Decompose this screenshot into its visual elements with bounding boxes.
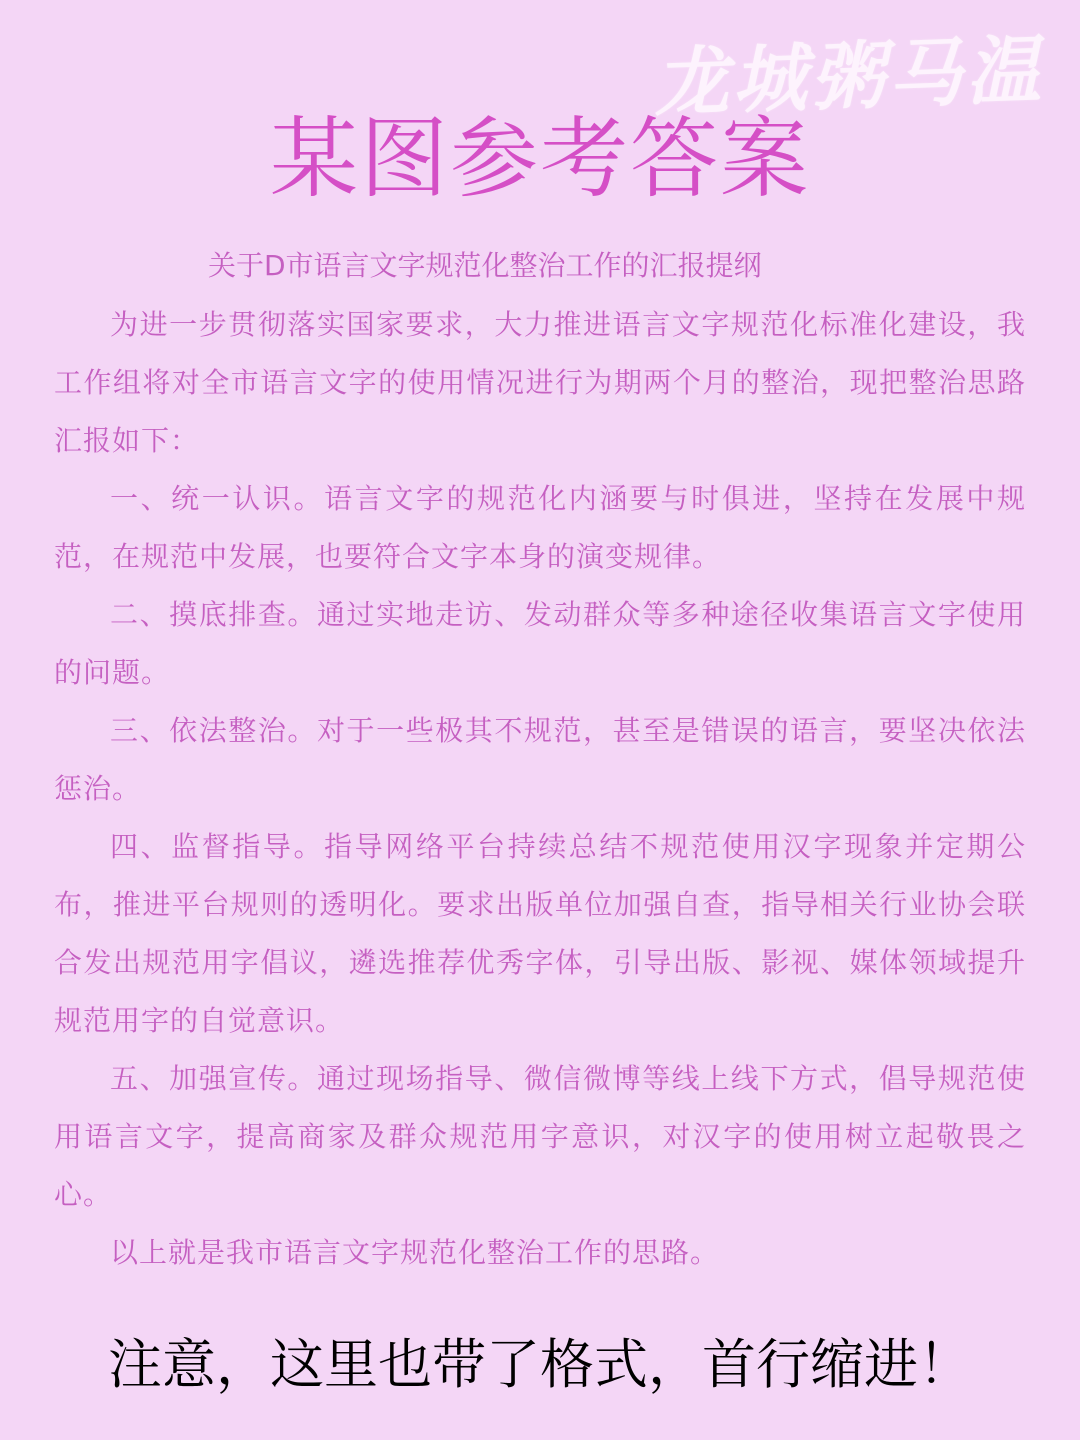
document-heading: 关于D市语言文字规范化整治工作的汇报提纲: [208, 249, 762, 282]
paragraph-conclusion: 以上就是我市语言文字规范化整治工作的思路。: [110, 1236, 720, 1269]
paragraph-intro: 为进一步贯彻落实国家要求，大力推进语言文字规范化标准化建设，我工作组将对全市语言文字的使用情况进行为期两个月的整治，现把整治思路汇报如下：: [54, 308, 1026, 457]
document-body: [54, 296, 1026, 1282]
paragraph-item-3: 三、依法整治。对于一些极其不规范，甚至是错误的语言，要坚决依法惩治。: [54, 714, 1026, 805]
paragraph-item-5: 五、加强宣传。通过现场指导、微信微博等线上线下方式，倡导规范使用语言文字，提高商家及群众规范用字意识，对汉字的使用树立起敬畏之心。: [54, 1062, 1026, 1211]
paragraph-item-1: 一、统一认识。语言文字的规范化内涵要与时俱进，坚持在发展中规范，在规范中发展，也要符合文字本身的演变规律。: [54, 482, 1026, 573]
page-title: 某图参考答案: [269, 107, 810, 210]
paragraph-item-4: 四、监督指导。指导网络平台持续总结不规范使用汉字现象并定期公布，推进平台规则的透明化。要求出版单位加强自查，指导相关行业协会联合发出规范用字倡议，遴选推荐优秀字体，引导出版、影视、媒体领域提升规范用字的自觉意识。: [54, 830, 1026, 1037]
watermark: 龙城粥马温: [652, 27, 1046, 127]
formatting-note: 注意，这里也带了格式，首行缩进！: [108, 1333, 972, 1396]
paragraph-item-2: 二、摸底排查。通过实地走访、发动群众等多种途径收集语言文字使用的问题。: [54, 598, 1026, 689]
